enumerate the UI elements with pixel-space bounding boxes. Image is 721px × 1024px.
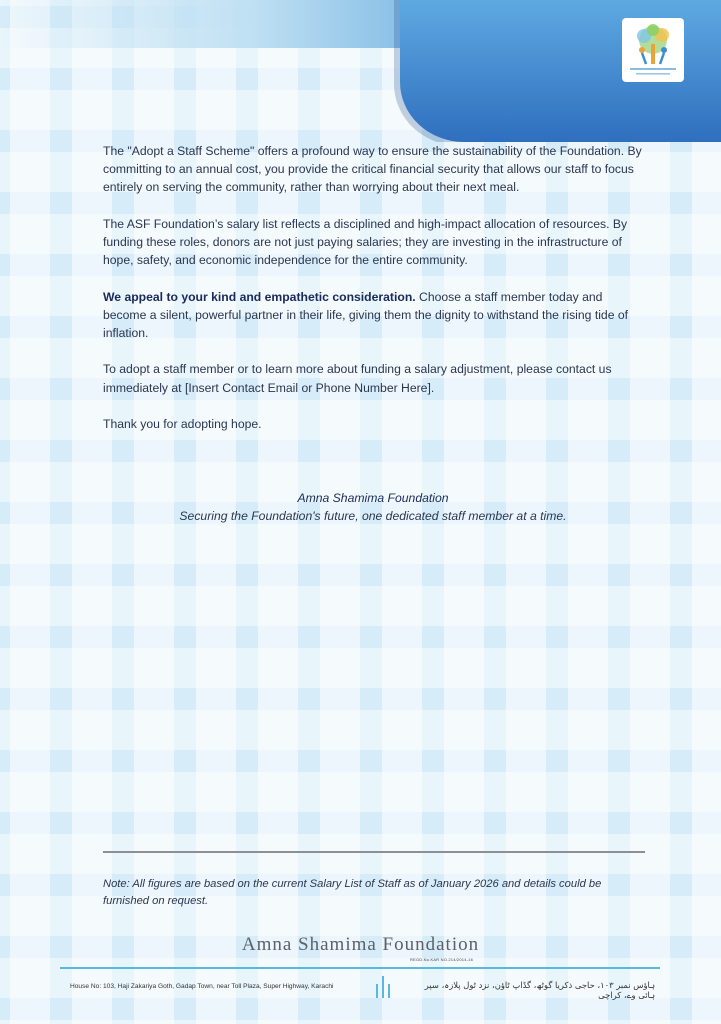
signature-org: Amna Shamima Foundation: [297, 491, 449, 505]
paragraph-thanks: Thank you for adopting hope.: [103, 416, 262, 431]
foundation-logo: [622, 18, 684, 82]
signature-tagline: Securing the Foundation's future, one dedicated staff member at a time.: [179, 509, 567, 523]
footer-line: [60, 967, 660, 969]
footnote: Note: All figures are based on the current Salary List of Staff as of January 2026 and details could be furnished on request.: [103, 878, 602, 907]
appeal-bold-text: We appeal to your kind and empathetic consideration.: [103, 289, 416, 304]
header-band: [0, 0, 721, 142]
footer-address: House No: 103, Haji Zakariya Goth, Gadap Town, near Toll Plaza, Super Highway, Karachi: [70, 983, 334, 990]
letter-body: [103, 142, 643, 451]
paragraph-appeal: [103, 288, 643, 343]
footer-registration: REGD.No.KAR NO.214/2014-16: [410, 957, 474, 962]
signature-block: [103, 489, 643, 525]
divider-rule: [103, 851, 645, 853]
footer-bars-icon: [374, 976, 394, 998]
footer-org-name: Amna Shamima Foundation: [241, 934, 480, 955]
paragraph-salary-list: The ASF Foundation’s salary list reflects a disciplined and high-impact allocation of resources. By funding these roles, donors are not just paying salaries; they are investing in the infrastructure of hope, safety, and economic independence for the entire community.: [103, 216, 628, 268]
paragraph-adopt-scheme: The "Adopt a Staff Scheme" offers a profound way to ensure the sustainability of the Foundation. By committing to an annual cost, you provide the critical financial security that allows our staff to focus entirely on serving the community, rather than worrying about their next meal.: [103, 144, 642, 195]
paragraph-contact: To adopt a staff member or to learn more about funding a salary adjustment, please contact us immediately at [Insert Contact Email or Phone Number Here].: [103, 362, 612, 395]
tree-of-people-logo-icon: [622, 18, 684, 82]
appeal-text: Choose a staff member today and become a silent, powerful partner in their life, giving them the dignity to withstand the rising tide of inflation.: [103, 289, 629, 340]
footer-urdu-address: ہاؤس نمبر ۱۰۳، حاجی ذکریا گوٹھ، گڈاپ ٹاؤن، نزد ٹول پلازہ، سپر ہائی وے، کراچی: [424, 980, 655, 1000]
